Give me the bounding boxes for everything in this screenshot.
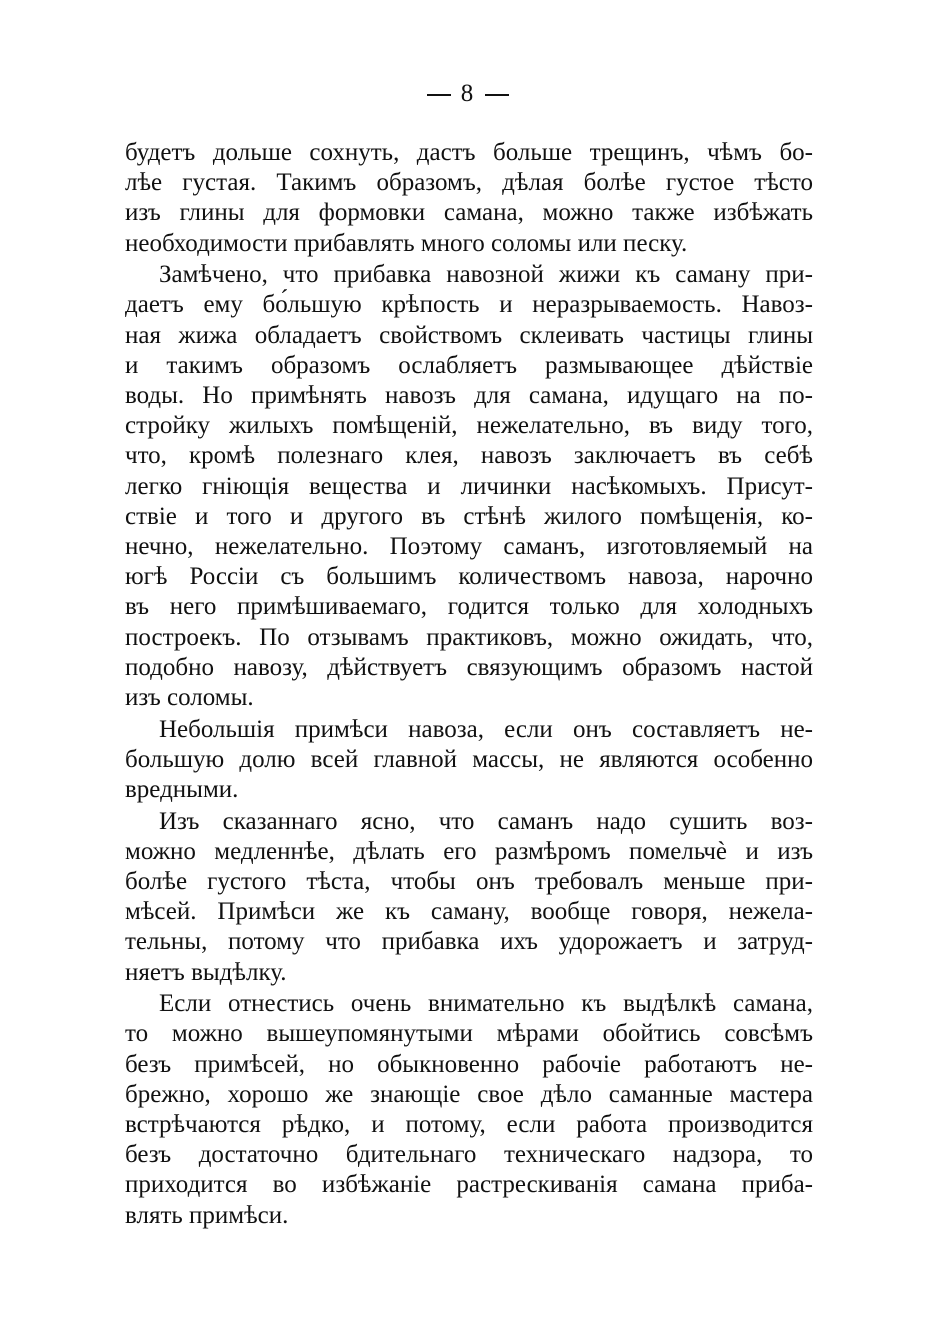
text-line: ствіе и того и другого въ стѣнѣ жилого помѣщенія, ко- — [125, 502, 813, 530]
text-line: мѣсей. Примѣси же къ саману, вообще говоря, нежела- — [125, 898, 813, 926]
text-line: то можно вышеупомянутыми мѣрами обойтись совсѣмъ — [125, 1020, 813, 1048]
text-line: можно медленнѣе, дѣлать его размѣромъ помельчѐ и изъ — [125, 837, 813, 865]
text-line: даетъ ему бо́льшую крѣпость и неразрываемость. Навоз- — [125, 291, 813, 319]
text-line: няетъ выдѣлку. — [125, 958, 287, 986]
text-line: что, кромѣ полезнаго клея, навозъ заключаетъ въ себѣ — [125, 442, 813, 470]
text-line: приходится во избѣжаніе растрескиванія самана приба- — [125, 1171, 813, 1199]
text-line: безъ достаточно бдительнаго техническаго надзора, то — [125, 1141, 813, 1169]
text-line: Если отнестись очень внимательно къ выдѣлкѣ самана, — [159, 990, 813, 1018]
text-line: и такимъ образомъ ослабляетъ размывающее дѣйствіе — [125, 351, 813, 379]
paragraph — [125, 260, 813, 713]
text-line: изъ глины для формовки самана, можно также избѣжать — [125, 199, 813, 227]
text-line: встрѣчаются рѣдко, и потому, если работа производится — [125, 1111, 813, 1138]
text-line: легко гніющія вещества и личинки насѣкомыхъ. Присут- — [125, 472, 813, 500]
text-line: построекъ. По отзывамъ практиковъ, можно ожидать, что, — [125, 623, 813, 651]
text-line: Замѣчено, что прибавка навозной жижи къ саману при- — [159, 261, 813, 289]
text-line: болѣе густого тѣста, чтобы онъ требовалъ меньше при- — [125, 868, 813, 895]
text-line: Небольшія примѣси навоза, если онъ составляетъ не- — [159, 715, 813, 743]
text-line: въ него примѣшиваемаго, годится только для холодныхъ — [125, 593, 813, 621]
text-line: брежно, хорошо же знающіе свое дѣло саманные мастера — [125, 1080, 813, 1108]
text-line: вредными. — [125, 775, 239, 803]
text-line: безъ примѣсей, но обыкновенно рабочіе работаютъ не- — [125, 1050, 813, 1078]
text-line: воды. Но примѣнять навозъ для самана, идущаго на по- — [125, 382, 813, 409]
text-line: подобно навозу, дѣйствуетъ связующимъ образомъ настой — [125, 653, 813, 681]
text-line: ная жижа обладаетъ свойствомъ склеивать частицы глины — [125, 321, 813, 349]
paragraph — [125, 989, 813, 1231]
header-dash-left — [427, 94, 451, 96]
text-line: стройку жилыхъ помѣщеній, нежелательно, въ виду того, — [125, 412, 813, 440]
text-line: лѣе густая. Такимъ образомъ, дѣлая болѣе густое тѣсто — [125, 169, 813, 197]
header-dash-right — [485, 94, 509, 96]
text-line: тельны, потому что прибавка ихъ удорожаетъ и затруд- — [125, 928, 813, 956]
text-line: изъ соломы. — [125, 683, 254, 711]
text-line: нечно, нежелательно. Поэтому саманъ, изготовляемый на — [125, 532, 813, 560]
page-header — [0, 80, 936, 108]
text-line: Изъ сказаннаго ясно, что саманъ надо сушить воз- — [159, 807, 813, 835]
paragraph — [125, 807, 813, 988]
page-number: 8 — [460, 80, 476, 107]
text-line: будетъ дольше сохнуть, дастъ больше трещинъ, чѣмъ бо- — [125, 139, 813, 166]
paragraph — [125, 715, 813, 806]
text-line: влять примѣси. — [125, 1201, 289, 1229]
paragraph — [125, 138, 813, 259]
text-line: необходимости прибавлять много соломы или песку. — [125, 229, 688, 257]
body-text — [125, 138, 813, 1232]
text-line: большую долю всей главной массы, не являются особенно — [125, 745, 813, 773]
text-line: югѣ Россіи съ большимъ количествомъ навоза, нарочно — [125, 563, 813, 591]
